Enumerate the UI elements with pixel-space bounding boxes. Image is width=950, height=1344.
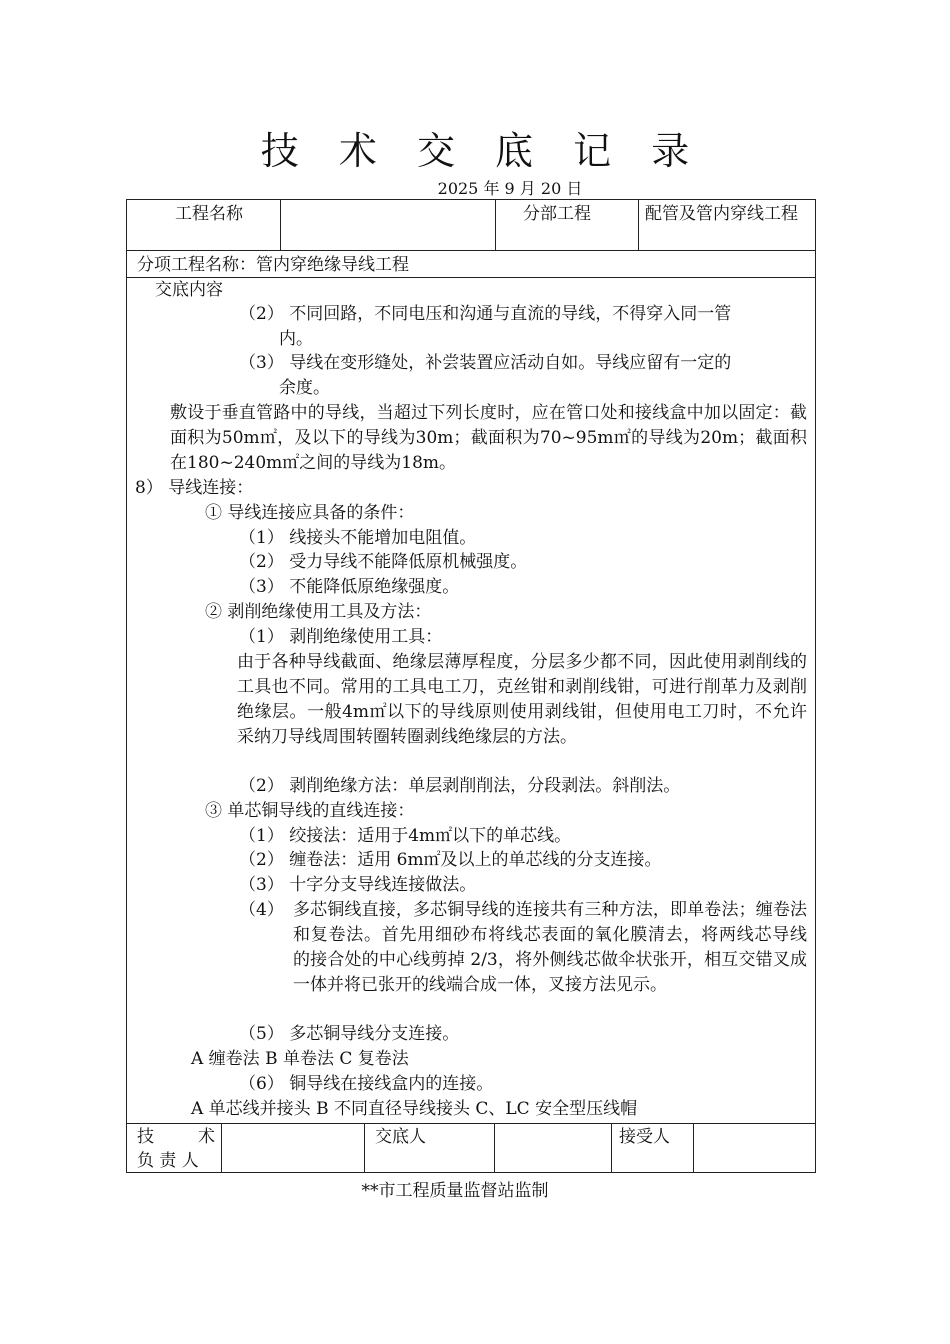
- content-paragraph: 由于各种导线截面、绝缘层薄厚程度，分层多少都不同，因此使用剥削线的工具也不同。常用的工具电工刀，克丝钳和剥削线钳，可进行削革力及剥削绝缘层。一般4m㎡以下的导线原则使用剥线钳，但使用电工刀时，不允许采纳刀导线周围转圈转圈剥线绝缘层的方法。: [237, 652, 807, 747]
- content-line: （5） 多芯铜导线分支连接。: [239, 1024, 460, 1044]
- content-line: A 单芯线并接头 B 不同直径导线接头 C、LC 安全型压线帽: [191, 1099, 638, 1119]
- content-paragraph: 多芯铜线直接，多芯铜导线的连接共有三种方法，即单卷法；缠卷法和复卷法。首先用细砂布将线芯表面的氧化膜清去，将两线芯导线 的接合处的中心线剪掉 2/3，将外侧线芯做伞状张开，相互交错叉成一体并将已张开的线端合成一体，叉接方法见示。: [293, 900, 807, 995]
- divider: [280, 200, 281, 250]
- divider: [221, 1123, 222, 1173]
- footer-note: **市工程质量监督站监制: [361, 1181, 549, 1201]
- project-name-label: 工程名称: [175, 204, 243, 224]
- content-line: （3） 导线在变形缝处，补尝装置应活动自如。导线应留有一定的: [239, 353, 732, 373]
- divider: [638, 200, 639, 250]
- divider: [127, 250, 815, 251]
- tech-lead-value[interactable]: [227, 1125, 357, 1169]
- receiver-value[interactable]: [699, 1125, 811, 1169]
- content-line: （3） 十字分支导线连接做法。: [239, 875, 477, 895]
- record-date: 2025 年 9 月 20 日: [437, 179, 583, 198]
- subsection-heading: ② 剥削绝缘使用工具及方法：: [205, 602, 432, 622]
- presenter-value[interactable]: [501, 1125, 605, 1169]
- content-line: （4）: [239, 900, 284, 920]
- page-title: 技 术 交 底 记 录: [260, 129, 704, 173]
- tech-lead-label: 技 术 负 责 人: [137, 1127, 215, 1171]
- content-line: A 缠卷法 B 单卷法 C 复卷法: [191, 1049, 409, 1069]
- content-line: （3） 不能降低原绝缘强度。: [239, 577, 460, 597]
- division-value: 配管及管内穿线工程: [645, 204, 798, 224]
- content-line: （2） 不同回路，不同电压和沟通与直流的导线，不得穿入同一管: [239, 304, 732, 324]
- content-paragraph: 敷设于垂直管路中的导线，当超过下列长度时，应在管口处和接线盒中加以固定：截面积为50m㎡，及以下的导线为30m；截面积为70~95m㎡的导线为20m；截面积在180~240m㎡之间的导线为18m。: [170, 403, 807, 473]
- presenter-label: 交底人: [375, 1127, 426, 1147]
- record-sheet: [126, 199, 816, 1173]
- content-line: （1） 剥削绝缘使用工具：: [239, 627, 443, 647]
- subsection-heading: ① 导线连接应具备的条件：: [205, 503, 415, 523]
- receiver-label: 接受人: [619, 1127, 670, 1147]
- content-line: （1） 线接头不能增加电阻值。: [239, 528, 477, 548]
- content-line: （2） 剥削绝缘方法：单层剥削削法，分段剥法。斜削法。: [239, 776, 681, 796]
- content-line: （6） 铜导线在接线盒内的连接。: [239, 1074, 494, 1094]
- division-label: 分部工程: [523, 204, 591, 224]
- section-heading: 8） 导线连接：: [135, 478, 254, 498]
- divider: [495, 200, 496, 250]
- divider: [127, 1123, 815, 1124]
- divider: [494, 1123, 495, 1173]
- content-line: （2） 受力导线不能降低原机械强度。: [239, 552, 528, 572]
- subsection-heading: ③ 单芯铜导线的直线连接：: [205, 801, 415, 821]
- divider: [611, 1123, 612, 1173]
- divider: [693, 1123, 694, 1173]
- divider: [127, 277, 815, 278]
- project-name-value[interactable]: [287, 202, 487, 246]
- content-line: 余度。: [279, 378, 330, 398]
- content-line: 内。: [279, 329, 313, 349]
- content-label: 交底内容: [155, 280, 223, 300]
- subitem-name: 分项工程名称：管内穿绝缘导线工程: [137, 255, 409, 275]
- content-line: （1） 绞接法：适用于4m㎡以下的单芯线。: [239, 826, 572, 846]
- divider: [364, 1123, 365, 1173]
- content-line: （2） 缠卷法：适用 6m㎡及以上的单芯线的分支连接。: [239, 850, 662, 870]
